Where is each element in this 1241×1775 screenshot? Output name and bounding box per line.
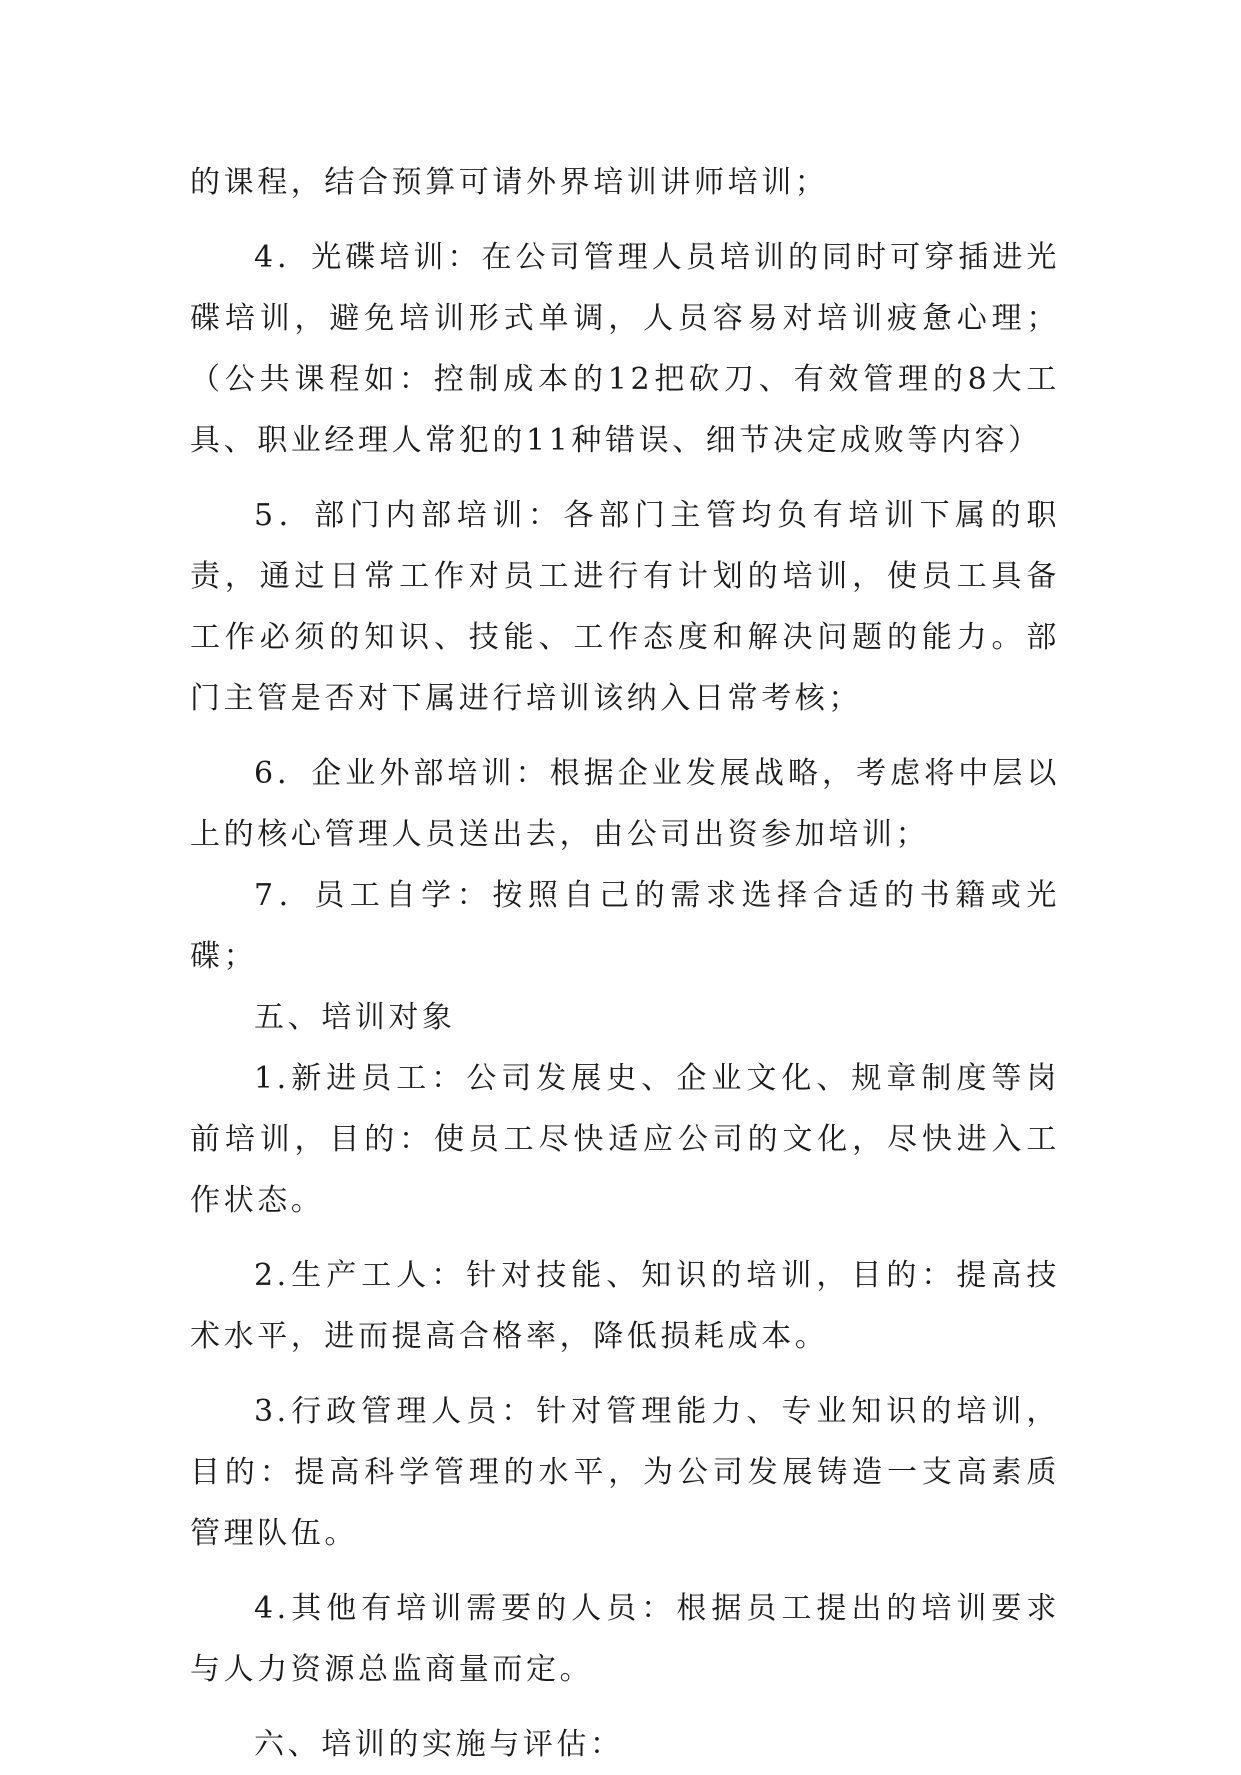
section-heading-training-targets: 五、培训对象	[254, 1000, 456, 1035]
paragraph-new-employees: 1.新进员工：公司发展史、企业文化、规章制度等岗前培训，目的：使员工尽快适应公司的文化，尽快进入工作状态。	[190, 1061, 1060, 1218]
paragraph-disc-training: 4．光碟培训：在公司管理人员培训的同时可穿插进光碟培训，避免培训形式单调，人员容易对培训疲惫心理；（公共课程如：控制成本的12把砍刀、有效管理的8大工具、职业经理人常犯的11种错误、细节决定成败等内容）	[190, 240, 1060, 458]
paragraph-production-workers: 2.生产工人：针对技能、知识的培训，目的：提高技术水平，进而提高合格率，降低损耗成本。	[190, 1258, 1060, 1354]
paragraph-other-staff: 4.其他有培训需要的人员：根据员工提出的培训要求与人力资源总监商量而定。	[190, 1591, 1060, 1687]
document-body	[190, 152, 1060, 1775]
paragraph-department-training: 5．部门内部培训：各部门主管均负有培训下属的职责，通过日常工作对员工进行有计划的培训，使员工具备工作必须的知识、技能、工作态度和解决问题的能力。部门主管是否对下属进行培训该纳入日常考核；	[190, 498, 1060, 716]
paragraph-course-continuation: 的课程，结合预算可请外界培训讲师培训；	[190, 165, 829, 200]
paragraph-admin-staff: 3.行政管理人员：针对管理能力、专业知识的培训，目的：提高科学管理的水平，为公司发展铸造一支高素质管理队伍。	[190, 1394, 1060, 1551]
paragraph-external-training: 6．企业外部培训：根据企业发展战略，考虑将中层以上的核心管理人员送出去，由公司出资参加培训；	[190, 756, 1060, 852]
paragraph-self-study: 7．员工自学：按照自己的需求选择合适的书籍或光碟；	[190, 878, 1060, 974]
section-heading-implementation: 六、培训的实施与评估：	[254, 1727, 624, 1762]
